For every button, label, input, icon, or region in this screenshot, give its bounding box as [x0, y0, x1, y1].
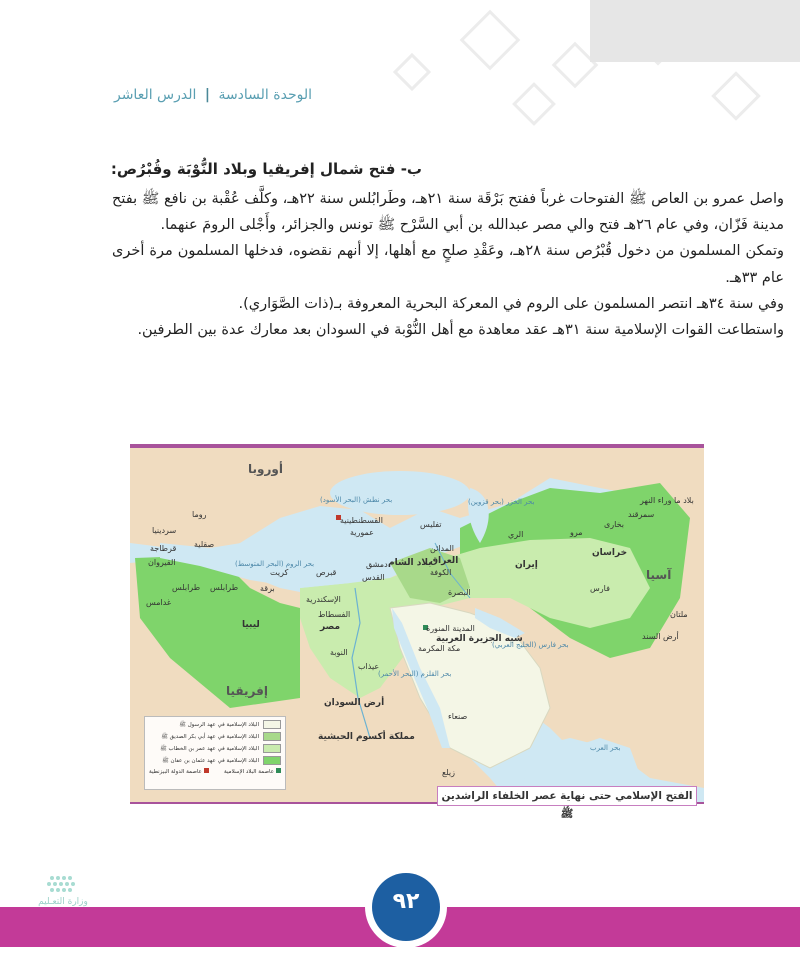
label-arabia: شبه الجزيرة العربية	[436, 634, 523, 644]
label-nubia: النوبة	[330, 648, 348, 657]
legend-swatch-abu-bakr	[263, 732, 281, 741]
label-europe: أوروبا	[248, 462, 283, 476]
label-sardinia: سردينيا	[152, 526, 177, 535]
label-iran: إيران	[515, 560, 538, 570]
page-number: ٩٢	[372, 873, 440, 941]
section-title: ب- فتح شمال إفريقيا وبلاد النُّوْبَة وقُبْرُص:	[110, 160, 422, 178]
paragraph-2: وتمكن المسلمون من دخول قُبْرُص سنة ٢٨هـ، وعَقْدِ صلحٍ مع أهلها، إلا أنهم نقضوه، فدخلها المسلمون مرة أخرى عام ٣٣هـ.	[112, 243, 784, 286]
label-sicily: صقلية	[194, 540, 215, 549]
label-persia: فارس	[590, 584, 610, 593]
label-ghadames: غدامس	[146, 598, 172, 607]
label-samarkand: سمرقند	[628, 510, 655, 519]
label-merv: مرو	[570, 528, 583, 537]
label-sudan: أرض السودان	[324, 698, 385, 708]
label-barqa: برقة	[260, 584, 275, 593]
paragraph-1: واصل عمرو بن العاص ﷺ الفتوحات غرباً ففتح بَرْقَة سنة ٢١هـ، وطَرابُلس سنة ٢٢هـ، وكلَّف عُقْبة بن نافع ﷺ بفتح مدينة فَزّان، وفي عام ٢٦هـ فتح والي مصر عبدالله بن أبي السَّرْح ﷺ تونس والجزائر، وأَجْلى الرومَ عنهما.	[112, 191, 784, 234]
lesson-label: الدرس العاشر	[113, 87, 197, 103]
islamic-capital-swatch	[276, 768, 281, 773]
label-madain: المدائن	[430, 544, 455, 553]
label-alexandria: الإسكندرية	[306, 595, 341, 604]
legend-label: البلاد الإسلامية في عهد عثمان بن عفان ﷺ	[162, 757, 259, 764]
label-constantinople: القسطنطينية	[340, 516, 383, 525]
label-kufa: الكوفة	[430, 568, 452, 577]
label-damascus: دمشق	[366, 560, 388, 569]
label-zeila: زيلع	[442, 768, 455, 777]
label-tripoli: طرابلس	[172, 583, 201, 592]
sea-black	[330, 471, 470, 515]
header-bar	[590, 0, 800, 62]
legend-label: البلاد الإسلامية في عهد عمر بن الخطاب ﷺ	[160, 745, 259, 752]
label-arabian-sea: بحر العرب	[590, 744, 621, 752]
label-africa: إفريقيا	[226, 684, 268, 698]
label-tbilisi: تفليس	[420, 520, 442, 529]
byzantine-capital-swatch	[204, 768, 209, 773]
legend-label: البلاد الإسلامية في عهد الرسول ﷺ	[179, 721, 259, 728]
label-libya: ليبيا	[242, 620, 260, 630]
label-tripoli-town: طرابلس	[210, 583, 239, 592]
islamic-capital-label: عاصمة البلاد الإسلامية	[224, 769, 274, 775]
legend-islamic-capital	[224, 768, 281, 775]
label-mecca: مكة المكرمة	[418, 644, 461, 653]
byzantine-capital-label: عاصمة الدولة البيزنطية	[149, 769, 202, 775]
label-rome: روما	[192, 510, 207, 519]
label-sanaa: صنعاء	[448, 712, 468, 721]
label-cyprus: قبرص	[316, 568, 337, 577]
conquest-map	[130, 444, 704, 804]
label-sham: بلاد الشام	[388, 558, 432, 568]
legend-byzantine-capital	[149, 768, 209, 775]
unit-header	[114, 87, 312, 103]
label-medina: المدينة المنورة	[426, 624, 475, 633]
label-aksum: مملكة أكسوم الحبشية	[318, 732, 415, 742]
label-crete: كريت	[270, 568, 289, 577]
label-khorasan: خراسان	[592, 548, 628, 558]
label-iraq: العراق	[430, 556, 459, 566]
legend-label: البلاد الإسلامية في عهد أبي بكر الصديق ﷺ	[161, 733, 259, 740]
map-caption: الفتح الإسلامي حتى نهاية عصر الخلفاء الراشدين ﷺ	[437, 786, 697, 806]
legend-row	[149, 756, 281, 765]
legend-marks-row	[149, 768, 281, 775]
legend-swatch-uthman	[263, 756, 281, 765]
label-basra: البصرة	[448, 588, 471, 597]
label-black-sea: بحر نطش (البحر الأسود)	[320, 496, 393, 504]
paragraph-3: وفي سنة ٣٤هـ انتصر المسلمون على الروم في المعركة البحرية المعروفة بـ(ذات الصَّوَاري).	[238, 295, 784, 312]
label-multan: ملتان	[670, 610, 688, 619]
label-kairouan: القيروان	[148, 558, 176, 567]
label-sind: أرض السند	[642, 632, 679, 641]
label-egypt: مصر	[320, 622, 341, 632]
legend-swatch-umar	[263, 744, 281, 753]
legend-row	[149, 744, 281, 753]
paragraph-4: واستطاعت القوات الإسلامية سنة ٣١هـ عقد معاهدة مع أهل النُّوْبة في السودان بعد معارك عدة بين الطرفين.	[137, 322, 784, 339]
label-transoxiana: بلاد ما وراء النهر	[640, 496, 694, 505]
body-text	[112, 186, 784, 343]
legend-swatch-prophet	[263, 720, 281, 729]
map-legend	[144, 716, 286, 790]
label-amorium: عمورية	[350, 528, 374, 537]
label-red-sea: بحر القلزم (البحر الأحمر)	[378, 670, 452, 678]
label-aydhab: عيذاب	[358, 662, 380, 671]
label-carthage: قرطاجة	[150, 544, 177, 553]
label-caspian: بحر الخزر (بحر قزوين)	[468, 498, 535, 506]
label-gulf: بحر فارس (الخليج العربي)	[492, 641, 569, 649]
header-separator: |	[204, 87, 210, 103]
label-fustat: الفسطاط	[318, 610, 351, 619]
legend-row	[149, 732, 281, 741]
legend-row	[149, 720, 281, 729]
label-bukhara: بخارى	[604, 520, 624, 529]
label-jerusalem: القدس	[362, 573, 385, 582]
unit-label: الوحدة السادسة	[218, 87, 312, 103]
label-mediterranean: بحر الروم (البحر المتوسط)	[235, 560, 315, 568]
label-asia: آسيا	[646, 568, 672, 582]
ministry-name: وزارة التعـليم	[38, 897, 88, 907]
label-rayy: الري	[508, 530, 524, 539]
